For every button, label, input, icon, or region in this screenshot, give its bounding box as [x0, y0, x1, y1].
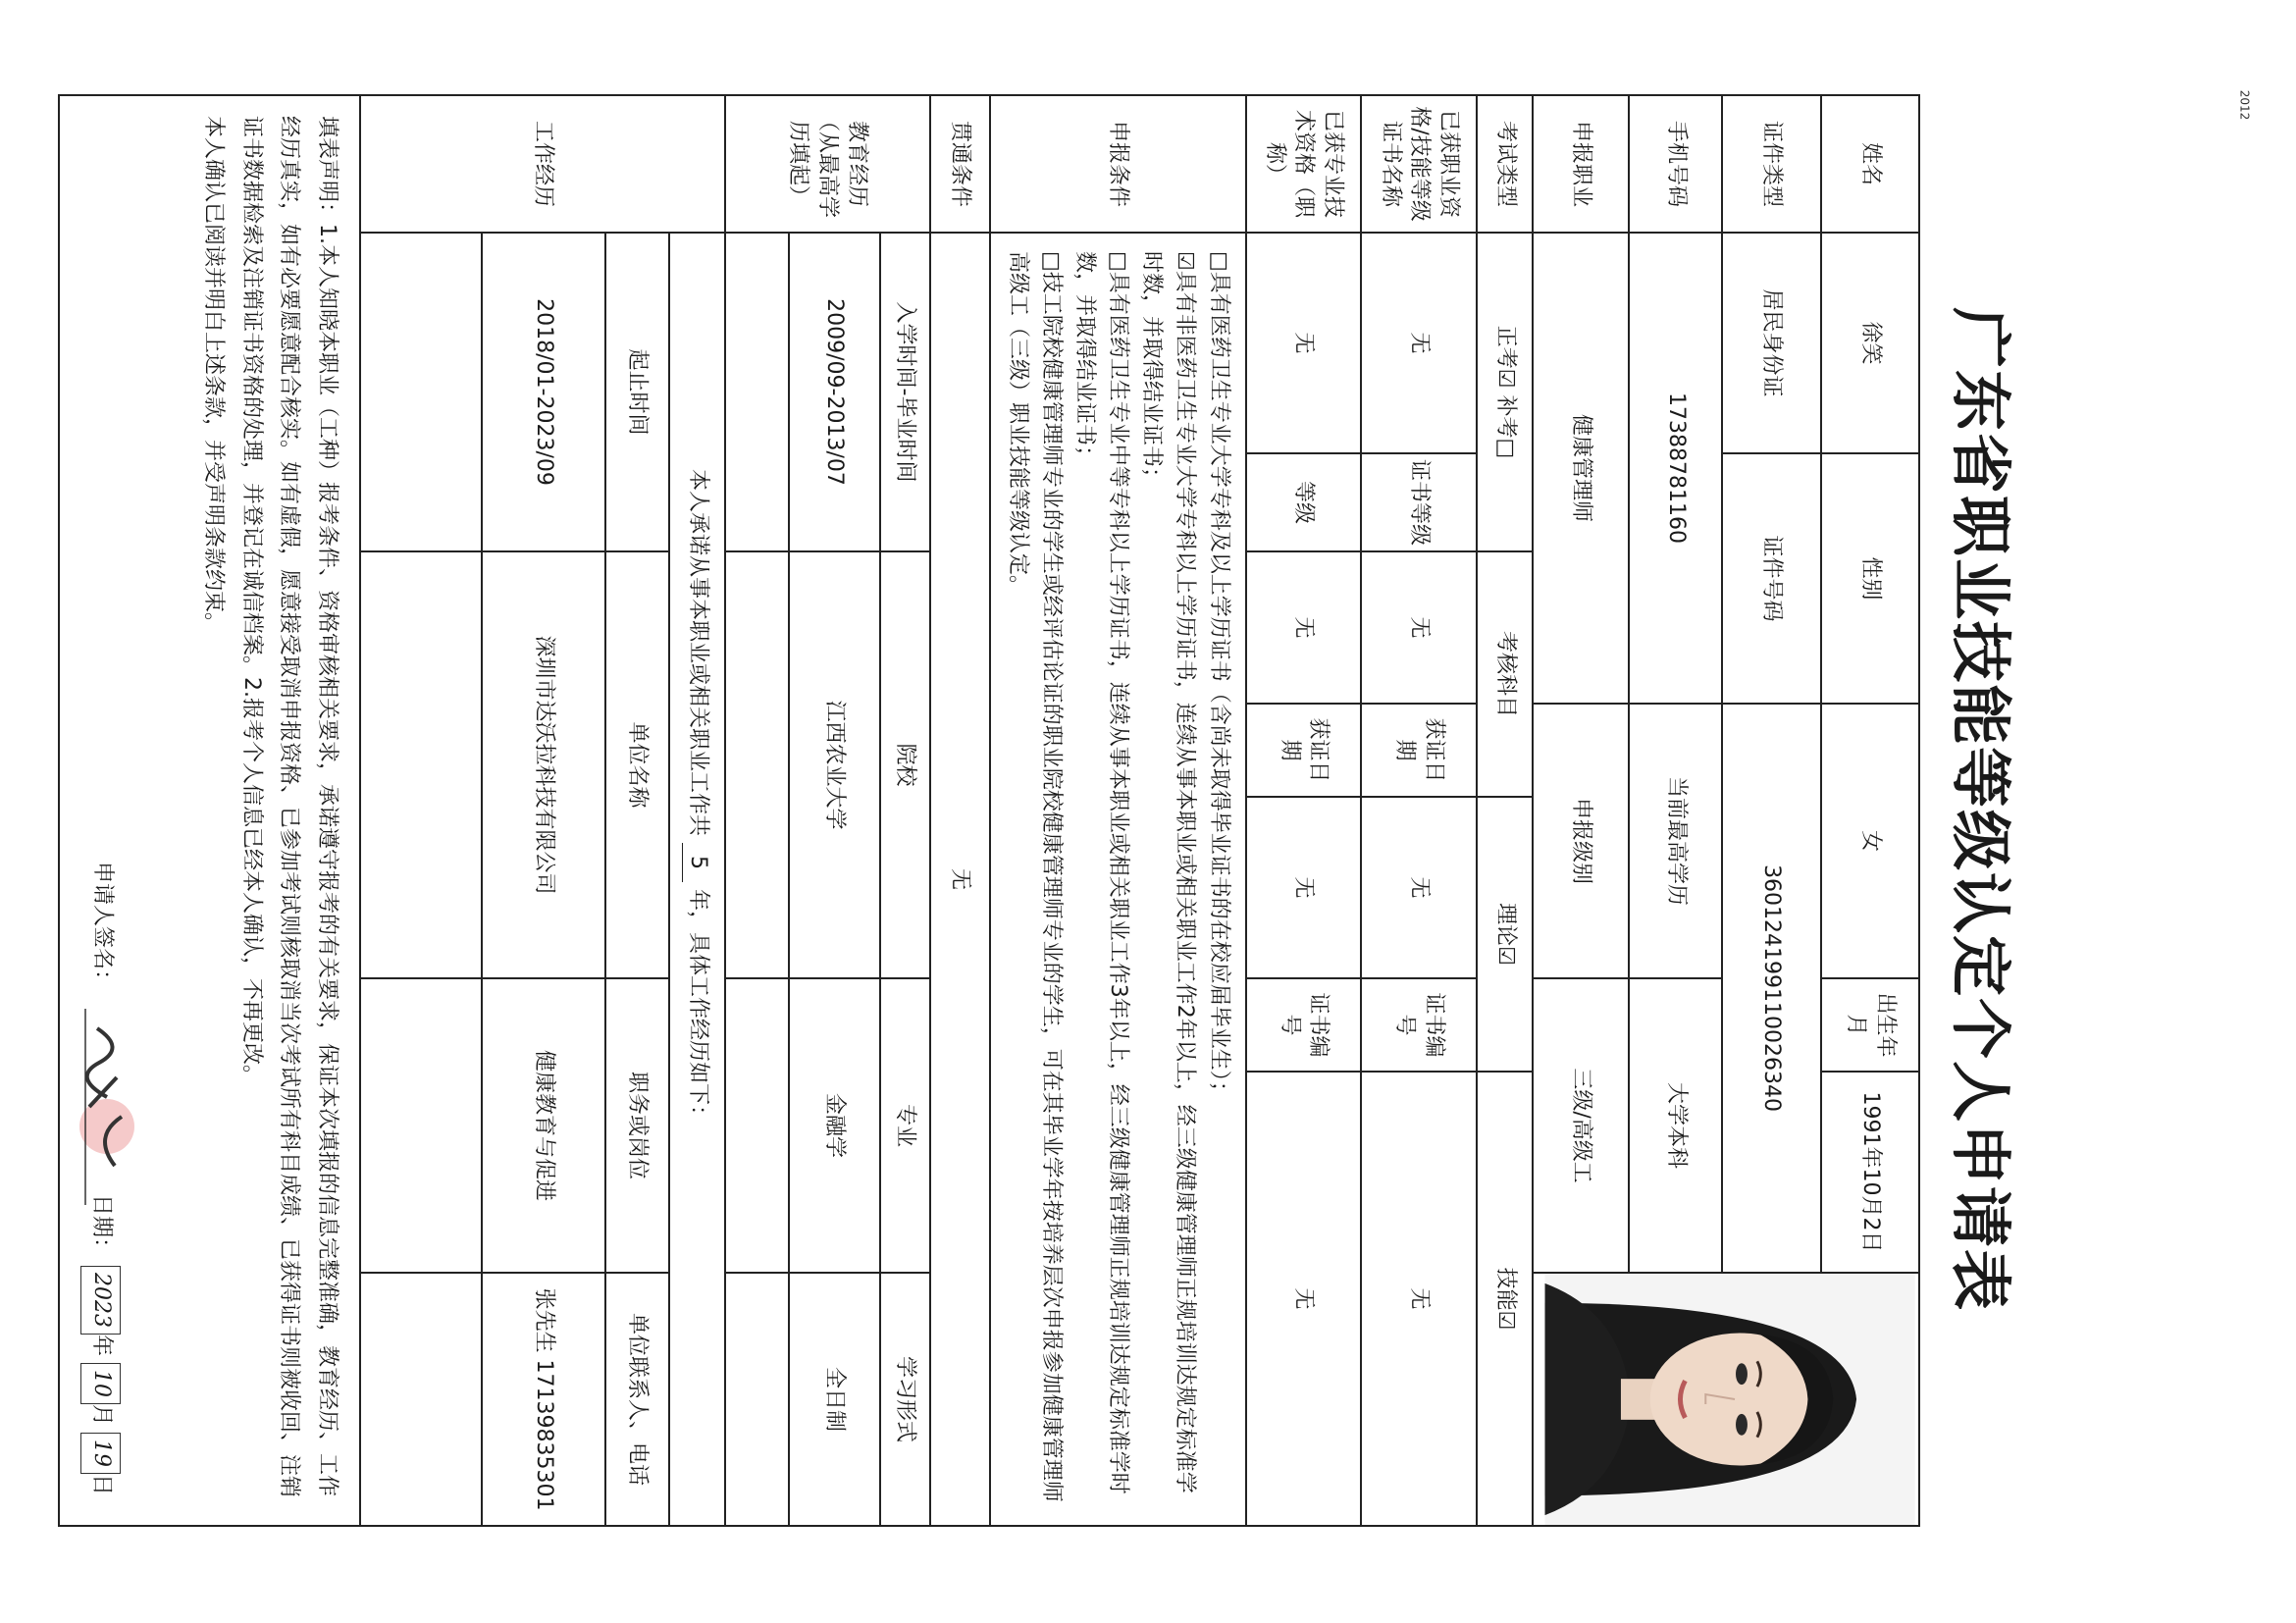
edu-school: 江西农业大学	[789, 551, 880, 978]
work-empty-cell	[360, 978, 482, 1273]
label-level: 申报级别	[1533, 704, 1629, 978]
edu-empty-cell	[725, 233, 789, 551]
label-technical-cert-date: 获证日期	[1246, 704, 1362, 797]
label-exam-type: 考试类型	[1477, 95, 1533, 233]
label-vocational-cert-level: 证书等级	[1361, 453, 1477, 551]
condition-option: □具有医药卫生专业大学专科及以上学历证书（含尚未取得毕业证书的在校应届毕业生）；	[1206, 251, 1231, 1103]
label-work-history: 工作经历	[360, 95, 725, 233]
label-education: 当前最高学历	[1629, 704, 1722, 978]
label-id-no: 证件号码	[1723, 453, 1821, 704]
work-promise-years: 5	[682, 843, 712, 882]
label-gender: 性别	[1821, 453, 1919, 704]
label-vocational-cert-date: 获证日期	[1361, 704, 1477, 797]
signature-label: 申请人签名：	[90, 862, 115, 992]
label-name: 姓名	[1821, 95, 1919, 233]
value-technical-cert-level: 无	[1246, 551, 1362, 704]
work-company: 深圳市达沃拉科技有限公司	[482, 551, 605, 978]
work-contact: 张先生 17139835301	[482, 1273, 605, 1526]
label-vocational-cert-no: 证书编号	[1361, 978, 1477, 1072]
year-unit: 年	[89, 1335, 114, 1357]
form-title: 广东省职业技能等级认定个人申请表	[1945, 306, 2016, 1312]
value-exam-type: 正考☑ 补考□	[1477, 233, 1533, 551]
value-gender: 女	[1821, 704, 1919, 978]
date-year: 2023	[81, 1266, 122, 1335]
signature-mark	[78, 1009, 136, 1205]
signature-line	[78, 96, 136, 1525]
condition-option: □具有医药卫生专业中等专科以上学历证书，连续从事本职业或相关职业工作3年以上，经三级健康管理师正规培训达规定标准学时数，并取得结业证书；	[1072, 251, 1131, 1494]
label-birth: 出生年月	[1821, 978, 1919, 1072]
value-vocational-cert-no: 无	[1361, 1072, 1477, 1526]
value-phone: 17388781160	[1629, 233, 1722, 704]
value-vocational-cert-level: 无	[1361, 551, 1477, 704]
edu-header-school: 院校	[880, 551, 930, 978]
date-month: 10	[81, 1363, 122, 1404]
edu-header-major: 专业	[880, 978, 930, 1273]
edu-empty-cell	[725, 978, 789, 1273]
value-exam-skill: 技能☑	[1477, 1072, 1533, 1526]
value-technical-cert-no: 无	[1246, 1072, 1362, 1526]
edu-empty-cell	[725, 1273, 789, 1526]
value-exam-theory: 理论☑	[1477, 797, 1533, 1072]
edu-empty-cell	[725, 551, 789, 978]
value-name: 徐笑	[1821, 233, 1919, 453]
work-period: 2018/01-2023/09	[482, 233, 605, 551]
work-header-position: 职务或岗位	[605, 978, 669, 1273]
work-promise-suffix: 年，具体工作经历如下：	[685, 889, 710, 1127]
declaration	[59, 95, 360, 1526]
date-label: 日期：	[89, 1193, 114, 1259]
value-technical-cert: 无	[1246, 233, 1362, 453]
work-promise	[669, 233, 725, 1526]
condition-option: □技工院校健康管理师专业的学生或经评估论证的职业院校健康管理师专业的学生，可在其毕业学年按培养层次申报参加健康管理师高级工（三级）职业技能等级认定。	[1006, 251, 1065, 1502]
label-occupation: 申报职业	[1533, 95, 1629, 233]
value-vocational-cert-date: 无	[1361, 797, 1477, 978]
page-number: 2012	[2237, 89, 2252, 121]
label-phone: 手机号码	[1629, 95, 1722, 233]
value-through: 无	[930, 233, 990, 1526]
work-header-contact: 单位联系人、电话	[605, 1273, 669, 1526]
label-technical-cert: 已获专业技术资格（职称）	[1246, 95, 1362, 233]
application-form	[58, 94, 2040, 1525]
work-position: 健康教育与促进	[482, 978, 605, 1273]
label-through: 贯通条件	[930, 95, 990, 233]
value-birth: 1991年10月2日	[1821, 1072, 1919, 1273]
edu-header-period: 入学时间-毕业时间	[880, 233, 930, 551]
value-vocational-cert: 无	[1361, 233, 1477, 453]
work-empty-cell	[360, 233, 482, 551]
month-unit: 月	[89, 1404, 114, 1427]
condition-option: ☑具有非医药卫生专业大学专科以上学历证书，连续从事本职业或相关职业工作2年以上，经三级健康管理师正规培训达规定标准学时数，并取得结业证书；	[1139, 251, 1198, 1493]
value-level: 三级/高级工	[1533, 978, 1629, 1273]
label-exam-subject: 考核科目	[1477, 551, 1533, 797]
value-id-no: 360124199110026340	[1723, 704, 1821, 1273]
edu-header-mode: 学习形式	[880, 1273, 930, 1526]
declaration-confirm: 本人确认已阅读并明白上述条款，并受声明条款约束。	[201, 116, 227, 635]
edu-major: 金融学	[789, 978, 880, 1273]
photo-cell	[1533, 1273, 1919, 1526]
work-empty-cell	[360, 1273, 482, 1526]
label-technical-cert-no: 证书编号	[1246, 978, 1362, 1072]
label-technical-cert-level: 等级	[1246, 453, 1362, 551]
applicant-photo	[1538, 1274, 1922, 1525]
label-conditions: 申报条件	[990, 95, 1246, 233]
date-block	[81, 1194, 122, 1495]
edu-mode: 全日制	[789, 1273, 880, 1526]
value-technical-cert-date: 无	[1246, 797, 1362, 978]
value-occupation: 健康管理师	[1533, 233, 1629, 704]
label-vocational-cert: 已获职业资格/技能等级证书名称	[1361, 95, 1477, 233]
work-header-company: 单位名称	[605, 551, 669, 978]
conditions-list	[990, 233, 1246, 1526]
value-education: 大学本科	[1629, 978, 1722, 1273]
work-empty-cell	[360, 551, 482, 978]
label-edu-history: 教育经历（从最高学历填起）	[725, 95, 930, 233]
work-promise-prefix: 本人承诺从事本职业或相关职业工作共	[685, 469, 710, 837]
declaration-text: 填表声明：1.本人知晓本职业（工种）报考条件、资格审核相关要求，承诺遵守报考的有关要求，保证本次填报的信息完整准确，教育经历、工作经历真实，如有必要愿意配合核实。如有虚假，愿意接受取消申报资格、已参加考试则核取消当次考试所有科目成绩、已获得证书则被收回、注销证书数据检索及注销证书资格的处理，并登记在诚信档案。2.报考个人信息已经本人确认，不再更改。	[238, 116, 339, 1498]
label-id-type: 证件类型	[1723, 95, 1821, 233]
work-header-period: 起止时间	[605, 233, 669, 551]
date-day: 19	[81, 1433, 122, 1474]
form-table	[58, 94, 1920, 1527]
edu-period: 2009/09-2013/07	[789, 233, 880, 551]
value-id-type: 居民身份证	[1723, 233, 1821, 453]
day-unit: 日	[89, 1474, 114, 1496]
